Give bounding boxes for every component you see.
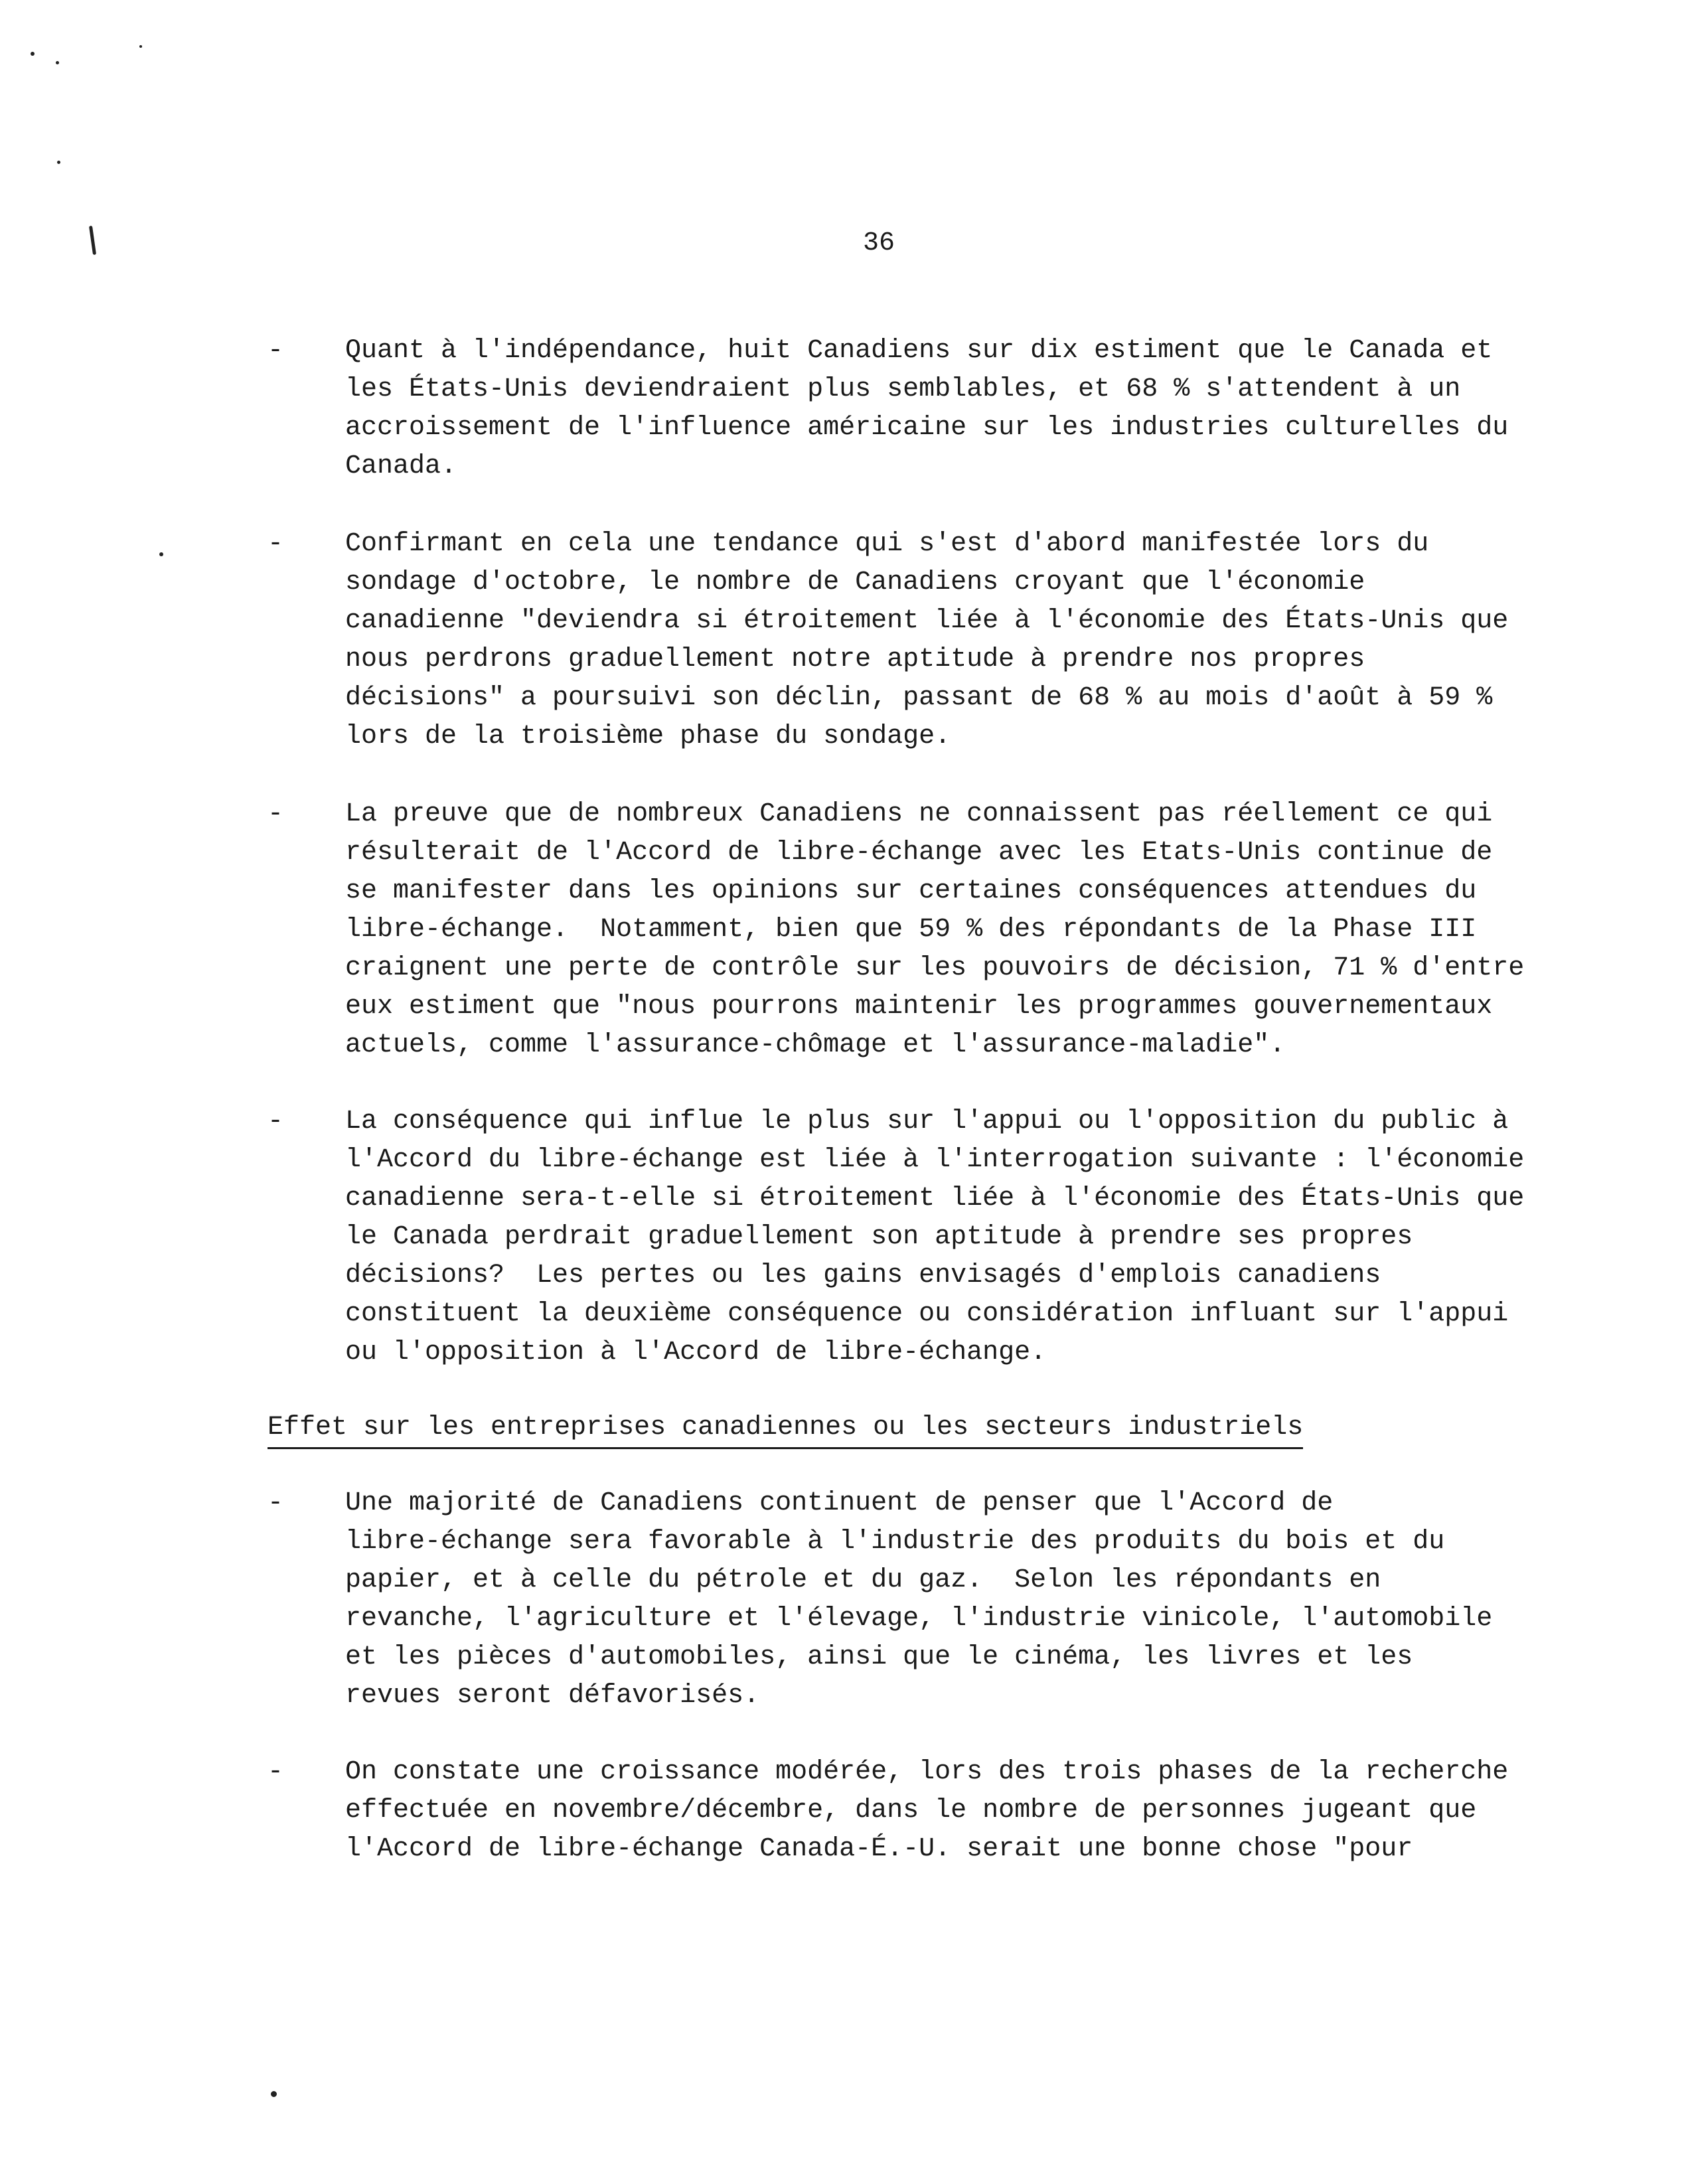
bullet-text: [345, 795, 1525, 1065]
text-line: se manifester dans les opinions sur certaines conséquences attendues du: [345, 876, 1477, 906]
text-line: constituent la deuxième conséquence ou considération influant sur l'appui: [345, 1299, 1509, 1329]
bullet-text: [345, 525, 1513, 756]
bullet-text: [345, 1484, 1513, 1715]
text-line: libre-échange. Notamment, bien que 59 % des répondants de la Phase III: [345, 915, 1477, 945]
page-number: 36: [863, 228, 895, 258]
text-line: On constate une croissance modérée, lors des trois phases de la recherche: [345, 1757, 1509, 1787]
text-line: le Canada perdrait graduellement son aptitude à prendre ses propres: [345, 1222, 1413, 1252]
scan-speck: [31, 52, 35, 56]
list-item: [268, 1484, 1515, 1715]
bullet-dash: -: [268, 799, 284, 829]
bullet-text: [345, 1103, 1525, 1372]
section-heading: Effet sur les entreprises canadiennes ou les secteurs industriels: [268, 1409, 1303, 1449]
text-line: l'Accord du libre-échange est liée à l'interrogation suivante : l'économie: [345, 1145, 1525, 1175]
bullet-text: [345, 332, 1513, 486]
scan-speck: [271, 2091, 277, 2097]
scan-speck: [139, 45, 142, 48]
bullet-dash: -: [268, 1757, 284, 1787]
text-line: revues seront défavorisés.: [345, 1681, 760, 1711]
text-line: décisions? Les pertes ou les gains envisagés d'emplois canadiens: [345, 1261, 1381, 1290]
text-line: lors de la troisième phase du sondage.: [345, 722, 951, 751]
scan-speck: [57, 161, 60, 164]
text-line: papier, et à celle du pétrole et du gaz. Selon les répondants en: [345, 1565, 1381, 1595]
list-item: [268, 795, 1525, 1065]
list-item: [268, 1753, 1515, 1869]
text-line: résulterait de l'Accord de libre-échange avec les Etats-Unis continue de: [345, 838, 1493, 868]
text-line: décisions" a poursuivi son déclin, passant de 68 % au mois d'août à 59 %: [345, 683, 1493, 713]
text-line: l'Accord de libre-échange Canada-É.-U. serait une bonne chose "pour: [345, 1834, 1413, 1864]
list-item: [268, 525, 1515, 756]
text-line: craignent une perte de contrôle sur les pouvoirs de décision, 71 % d'entre: [345, 953, 1525, 983]
bullet-dash: -: [268, 336, 284, 366]
margin-mark: [89, 226, 96, 255]
text-line: La preuve que de nombreux Canadiens ne connaissent pas réellement ce qui: [345, 799, 1493, 829]
text-line: Quant à l'indépendance, huit Canadiens sur dix estiment que le Canada et: [345, 336, 1493, 366]
text-line: Canada.: [345, 451, 457, 481]
bullet-dash: -: [268, 1107, 284, 1136]
text-line: libre-échange sera favorable à l'industrie des produits du bois et du: [345, 1527, 1445, 1557]
list-item: [268, 1103, 1525, 1372]
text-line: actuels, comme l'assurance-chômage et l'assurance-maladie".: [345, 1030, 1286, 1060]
text-line: canadienne sera-t-elle si étroitement liée à l'économie des États-Unis que: [345, 1184, 1525, 1213]
scan-speck: [56, 61, 59, 64]
text-line: eux estiment que "nous pourrons maintenir les programmes gouvernementaux: [345, 992, 1493, 1022]
scan-speck: [159, 552, 163, 556]
text-line: effectuée en novembre/décembre, dans le nombre de personnes jugeant que: [345, 1796, 1477, 1826]
bullet-dash: -: [268, 1488, 284, 1518]
text-line: Une majorité de Canadiens continuent de penser que l'Accord de: [345, 1488, 1334, 1518]
text-line: La conséquence qui influe le plus sur l'appui ou l'opposition du public à: [345, 1107, 1509, 1136]
text-line: sondage d'octobre, le nombre de Canadiens croyant que l'économie: [345, 568, 1365, 597]
text-line: ou l'opposition à l'Accord de libre-échange.: [345, 1338, 1047, 1367]
text-line: nous perdrons graduellement notre aptitude à prendre nos propres: [345, 645, 1365, 674]
text-line: canadienne "deviendra si étroitement liée à l'économie des États-Unis que: [345, 606, 1509, 636]
text-line: et les pièces d'automobiles, ainsi que le cinéma, les livres et les: [345, 1642, 1413, 1672]
bullet-text: [345, 1753, 1513, 1869]
text-line: les États-Unis deviendraient plus semblables, et 68 % s'attendent à un: [345, 374, 1461, 404]
text-line: accroissement de l'influence américaine sur les industries culturelles du: [345, 413, 1509, 443]
text-line: Confirmant en cela une tendance qui s'est d'abord manifestée lors du: [345, 529, 1429, 559]
text-line: revanche, l'agriculture et l'élevage, l'industrie vinicole, l'automobile: [345, 1604, 1493, 1634]
bullet-dash: -: [268, 529, 284, 559]
list-item: [268, 332, 1515, 486]
